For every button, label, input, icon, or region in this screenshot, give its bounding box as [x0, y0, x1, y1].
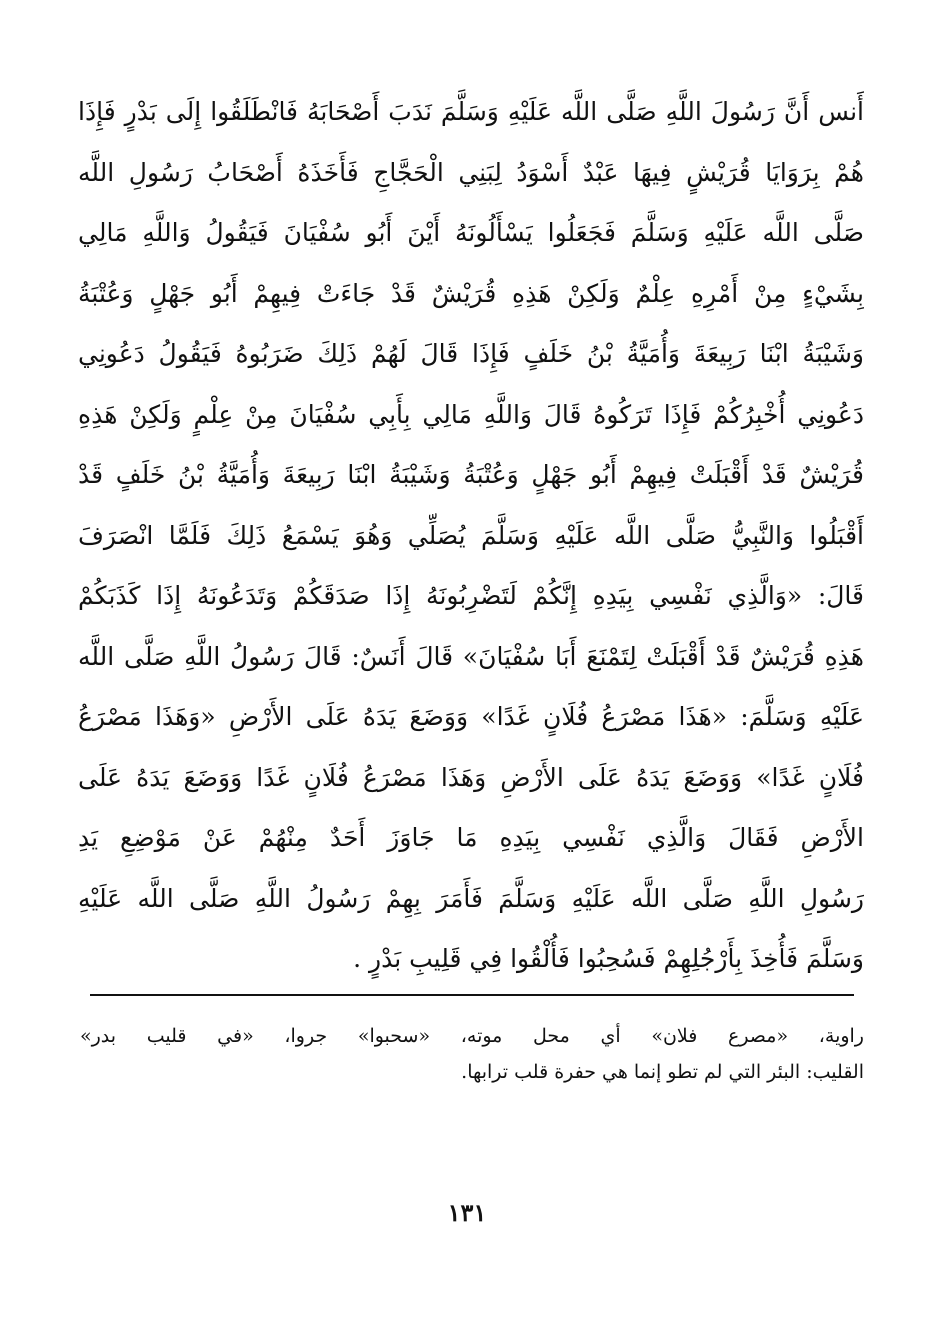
text-line: قُرَيْشٌ قَدْ أَقْبَلَتْ فِيهِمْ أَبُو جَهْلٍ وَعُتْبَةُ وَشَيْبَةُ ابْنَا رَبِيعَةَ وَأُمَيَّةُ بْنُ خَلَفٍ قَدْ	[78, 460, 864, 489]
text-line: وَسَلَّمَ فَأُخِذَ بِأَرْجُلِهِمْ فَسُحِبُوا فَأُلْقُوا فِي قَلِيبِ بَدْرٍ .	[353, 944, 864, 973]
text-line: دَعُونِي أُخْبِرُكُمْ فَإِذَا تَرَكُوهُ قَالَ وَاللَّهِ مَالِي بِأَبِي سُفْيَانَ مِنْ عِلْمٍ وَلَكِنْ هَذِهِ	[78, 399, 864, 429]
footnote-block	[80, 1018, 864, 1090]
page-number: ١٣١	[447, 1198, 487, 1227]
text-line: بِشَيْءٍ مِنْ أَمْرِهِ عِلْمٌ وَلَكِنْ هَذِهِ قُرَيْشٌ قَدْ جَاءَتْ فِيهِمْ أَبُو جَهْلٍ وَعُتْبَةُ	[78, 278, 864, 308]
text-line: صَلَّى اللَّه عَلَيْهِ وَسَلَّمَ فَجَعَلُوا يَسْأَلُونَهُ أَيْنَ أَبُو سُفْيَانَ فَيَقُولُ وَاللَّهِ مَالِي	[78, 218, 864, 247]
text-line: فُلَانٍ غَدًا» وَوَضَعَ يَدَهُ عَلَى الأَرْضِ وَهَذَا مَصْرَعُ فُلَانٍ غَدًا وَوَضَعَ يَدَهُ عَلَى	[78, 762, 864, 792]
footnote-line: راوية، «مصرع فلان» أي محل موته، «سحبوا» جروا، «في قليب بدر»	[80, 1025, 864, 1047]
footnote-divider	[90, 994, 854, 996]
text-line: قَالَ: «وَالَّذِي نَفْسِي بِيَدِهِ إِنَّكُمْ لَتَضْرِبُونَهُ إِذَا صَدَقَكُمْ وَتَدَعُونَهُ إِذَا كَذَبَكُمْ	[78, 581, 864, 610]
main-text-block	[78, 82, 864, 990]
text-line: هَذِهِ قُرَيْشٌ قَدْ أَقْبَلَتْ لِتَمْنَعَ أَبَا سُفْيَانَ» قَالَ أَنَسٌ: قَالَ رَسُولُ اللَّهِ صَلَّى اللَّه	[78, 641, 864, 671]
text-line: عَلَيْهِ وَسَلَّمَ: «هَذَا مَصْرَعُ فُلَانٍ غَدًا» وَوَضَعَ يَدَهُ عَلَى الأَرْضِ «وَهَذَا مَصْرَعُ	[78, 702, 864, 731]
footnote-line: القليب: البئر التي لم تطو إنما هي حفرة قلب ترابها.	[461, 1061, 864, 1083]
text-line: رَسُولِ اللَّهِ صَلَّى اللَّه عَلَيْهِ وَسَلَّمَ فَأَمَرَ بِهِمْ رَسُولُ اللَّهِ صَلَّى اللَّه عَلَيْهِ	[78, 883, 864, 913]
text-line: هُمْ بِرَوَايَا قُرَيْشٍ فِيهَا عَبْدٌ أَسْوَدُ لِبَنِي الْحَجَّاجِ فَأَخَذَهُ أَصْحَابُ رَسُولِ اللَّه	[78, 157, 864, 187]
text-line: وَشَيْبَةُ ابْنَا رَبِيعَةَ وَأُمَيَّةُ بْنُ خَلَفٍ فَإِذَا قَالَ لَهُمْ ذَلِكَ ضَرَبُوهُ فَيَقُولُ دَعُونِي	[78, 339, 864, 368]
text-line: أَنس أَنَّ رَسُولَ اللَّهِ صَلَّى اللَّه عَلَيْهِ وَسَلَّمَ نَدَبَ أَصْحَابَهُ فَانْطَلَقُوا إِلَى بَدْرٍ فَإِذَا	[78, 97, 864, 126]
text-line: أَقْبَلُوا وَالنَّبِيُّ صَلَّى اللَّه عَلَيْهِ وَسَلَّمَ يُصَلِّي وَهُوَ يَسْمَعُ ذَلِكَ فَلَمَّا انْصَرَفَ	[78, 520, 864, 550]
text-line: الأَرْضِ فَقَالَ وَالَّذِي نَفْسِي بِيَدِهِ مَا جَاوَزَ أَحَدٌ مِنْهُمْ عَنْ مَوْضِعِ يَدِ	[78, 823, 864, 852]
